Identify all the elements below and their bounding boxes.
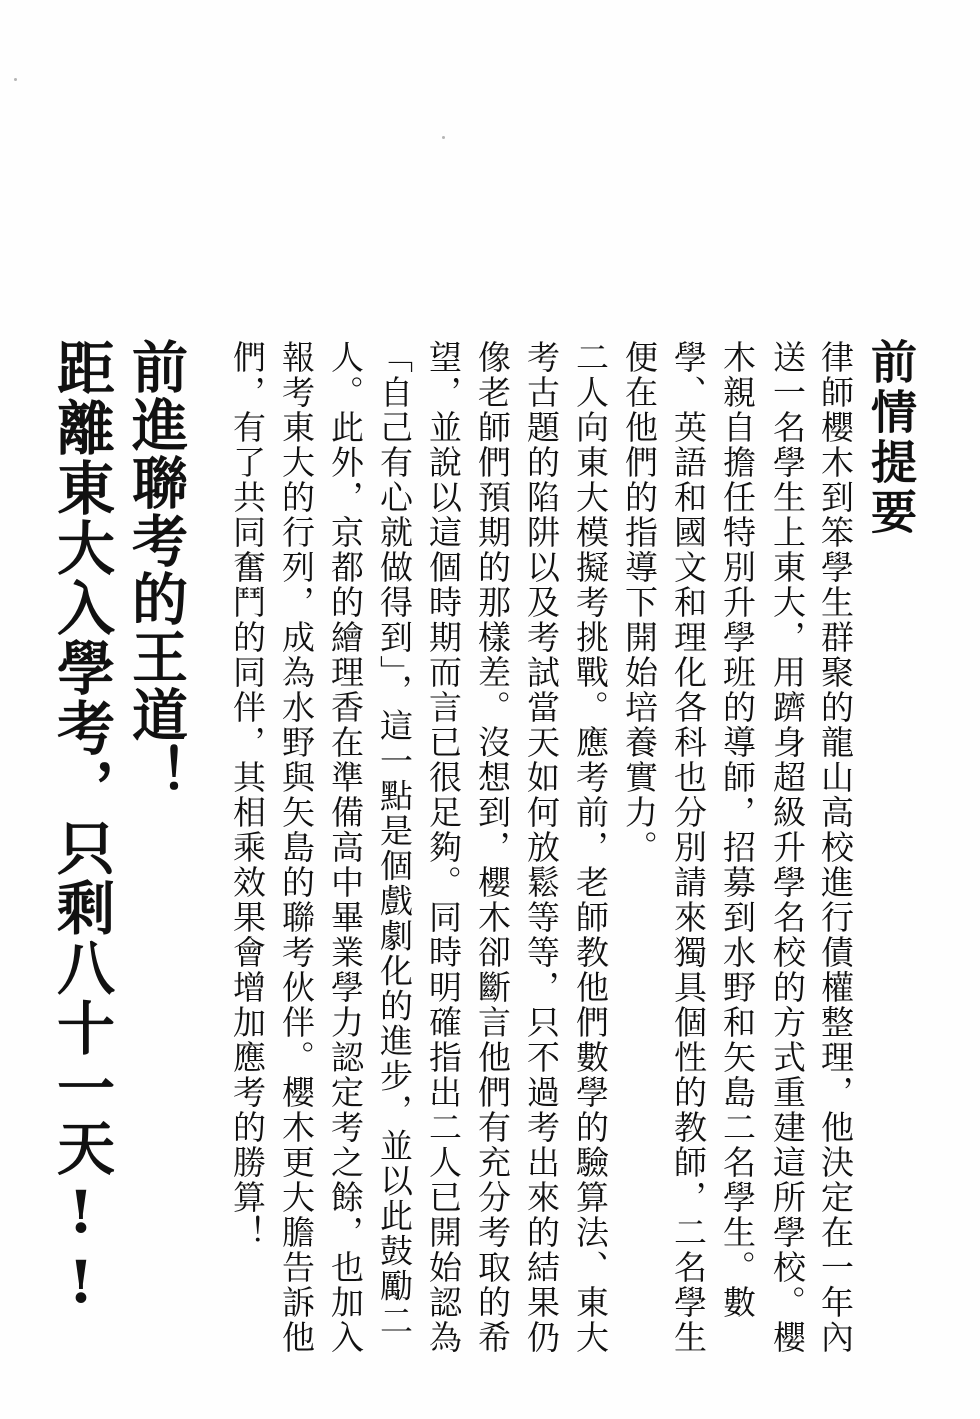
paragraph-line: 考古題的陷阱以及考試當天如何放鬆等等，只不過考出來的結果仍 <box>522 340 561 1355</box>
paragraph-line: 望，並說以這個時期而言已很足夠。同時明確指出二人已開始認為 <box>424 340 463 1355</box>
paragraph-line: 二人向東大模擬考挑戰。應考前，老師教他們數學的驗算法、東大 <box>571 340 610 1355</box>
paragraph-line: 便在他們的指導下開始培養實力。 <box>620 340 659 865</box>
headline-countdown: 距離東大入學考，只剩八十一天!! <box>47 338 115 1318</box>
paragraph-line: 們，有了共同奮鬥的同伴，其相乘效果會增加應考的勝算！ <box>228 340 267 1250</box>
paper-speck <box>14 78 17 81</box>
paper-speck <box>442 136 445 139</box>
paragraph-line: 律師櫻木到笨學生群聚的龍山高校進行債權整理，他決定在一年內 <box>816 340 855 1355</box>
paragraph-line: 人。此外，京都的繪理香在準備高中畢業學力認定考之餘，也加入 <box>326 340 365 1355</box>
paragraph-line: 學、英語和國文和理化各科也分別請來獨具個性的教師，二名學生 <box>669 340 708 1355</box>
summary-title: 前情提要 <box>864 338 918 538</box>
headline-royal-road: 前進聯考的王道！ <box>123 338 189 802</box>
paragraph-line: 報考東大的行列，成為水野與矢島的聯考伙伴。櫻木更大膽告訴他 <box>277 340 316 1355</box>
paragraph-line: 送一名學生上東大，用躋身超級升學名校的方式重建這所學校。櫻 <box>768 340 807 1355</box>
paragraph-line: 「自己有心就做得到」，這一點是個戲劇化的進步，並以此鼓勵二 <box>375 340 414 1339</box>
paragraph-line: 木親自擔任特別升學班的導師，招募到水野和矢島二名學生。數 <box>718 340 757 1320</box>
paragraph-line: 像老師們預期的那樣差。沒想到，櫻木卻斷言他們有充分考取的希 <box>473 340 512 1355</box>
